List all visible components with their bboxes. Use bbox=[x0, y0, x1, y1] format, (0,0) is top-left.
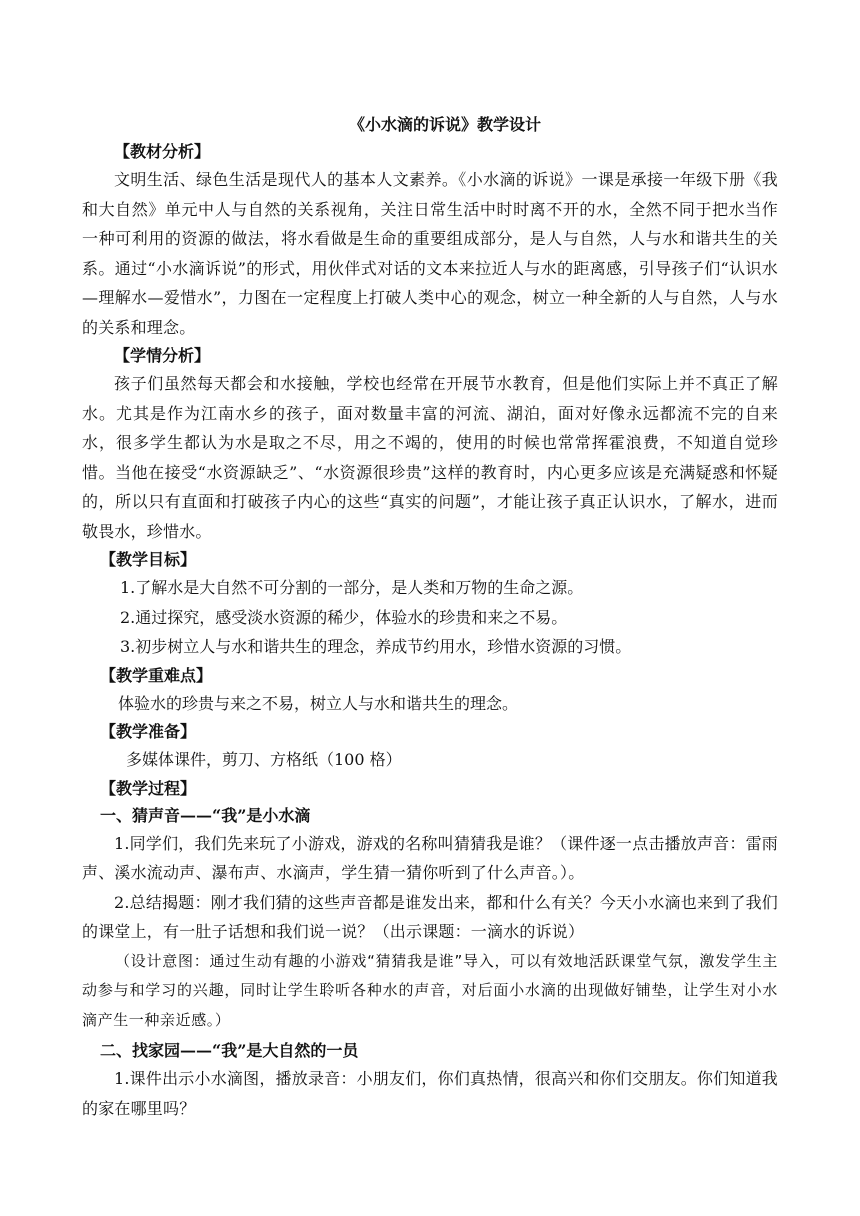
subheading-part-1: 一、猜声音——“我”是小水滴 bbox=[100, 805, 311, 825]
subheading-part-2: 二、找家园——“我”是大自然的一员 bbox=[100, 1041, 359, 1060]
document-title: 《小水滴的诉说》教学设计 bbox=[348, 115, 541, 134]
paragraph-preparation: 多媒体课件，剪刀、方格纸（100 格） bbox=[126, 750, 402, 769]
paragraph-material: 文明生活、绿色生活是现代人的基本人文素养。《小水滴的诉说》一课是承接一年级下册《我和大自然》单元中人与自然的关系视角，关注日常生活中时时离不开的水，全然不同于把水当作一种可利用的资源的做法，将水看做是生命的重要组成部分，是人与自然，人与水和谐共生的关系。通过“小水滴诉说”的形式，用伙伴式对话的文本来拉近人与水的距离感，引导孩子们“认识水—理解水—爱惜水”，力图在一定程度上打破人类中心的观念，树立一种全新的人与自然，人与水的关系和理念。 bbox=[82, 170, 778, 337]
section-heading-preparation: 【教学准备】 bbox=[100, 722, 197, 741]
goal-item-3: 3.初步树立人与水和谐共生的理念，养成节约用水，珍惜水资源的习惯。 bbox=[120, 637, 632, 656]
paragraph-part-2-step-1: 1.课件出示小水滴图，播放录音：小朋友们，你们真热情，很高兴和你们交朋友。你们知道我的家在哪里吗？ bbox=[82, 1069, 778, 1118]
paragraph-part-1-step-1: 1.同学们，我们先来玩了小游戏，游戏的名称叫猜猜我是谁？（课件逐一点击播放声音：雷雨声、溪水流动声、瀑布声、水滴声，学生猜一猜你听到了什么声音。）。 bbox=[82, 833, 778, 882]
goal-item-2: 2.通过探究，感受淡水资源的稀少，体验水的珍贵和来之不易。 bbox=[120, 607, 568, 627]
paragraph-key-points: 体验水的珍贵与来之不易，树立人与水和谐共生的理念。 bbox=[118, 693, 519, 713]
section-heading-process: 【教学过程】 bbox=[100, 778, 197, 798]
section-heading-material: 【教材分析】 bbox=[114, 142, 211, 161]
design-intent-part-1: （设计意图：通过生动有趣的小游戏“猜猜我是谁”导入，可以有效地活跃课堂气氛，激发学生主动参与和学习的兴趣，同时让学生聆听各种水的声音，对后面小水滴的出现做好铺垫，让学生对小水滴产生一种亲近感。） bbox=[82, 951, 778, 1029]
paragraph-students: 孩子们虽然每天都会和水接触，学校也经常在开展节水教育，但是他们实际上并不真正了解水。尤其是作为江南水乡的孩子，面对数量丰富的河流、湖泊，面对好像永远都流不完的自来水，很多学生都认为水是取之不尽，用之不竭的，使用的时候也常常挥霍浪费，不知道自觉珍惜。当他在接受“水资源缺乏”、“水资源很珍贵”这样的教育时，内心更多应该是充满疑惑和怀疑的，所以只有直面和打破孩子内心的这些“真实的问题”，才能让孩子真正认识水，了解水，进而敬畏水，珍惜水。 bbox=[82, 374, 778, 541]
section-heading-students: 【学情分析】 bbox=[114, 346, 211, 365]
paragraph-part-1-step-2: 2.总结揭题：刚才我们猜的这些声音都是谁发出来，都和什么有关？今天小水滴也来到了我们的课堂上，有一肚子话想和我们说一说？（出示课题：一滴水的诉说） bbox=[82, 892, 778, 941]
document-body bbox=[82, 112, 778, 1123]
section-heading-key-points: 【教学重难点】 bbox=[100, 665, 213, 685]
section-heading-goals: 【教学目标】 bbox=[100, 550, 197, 569]
goal-item-1: 1.了解水是大自然不可分割的一部分，是人类和万物的生命之源。 bbox=[120, 578, 584, 597]
